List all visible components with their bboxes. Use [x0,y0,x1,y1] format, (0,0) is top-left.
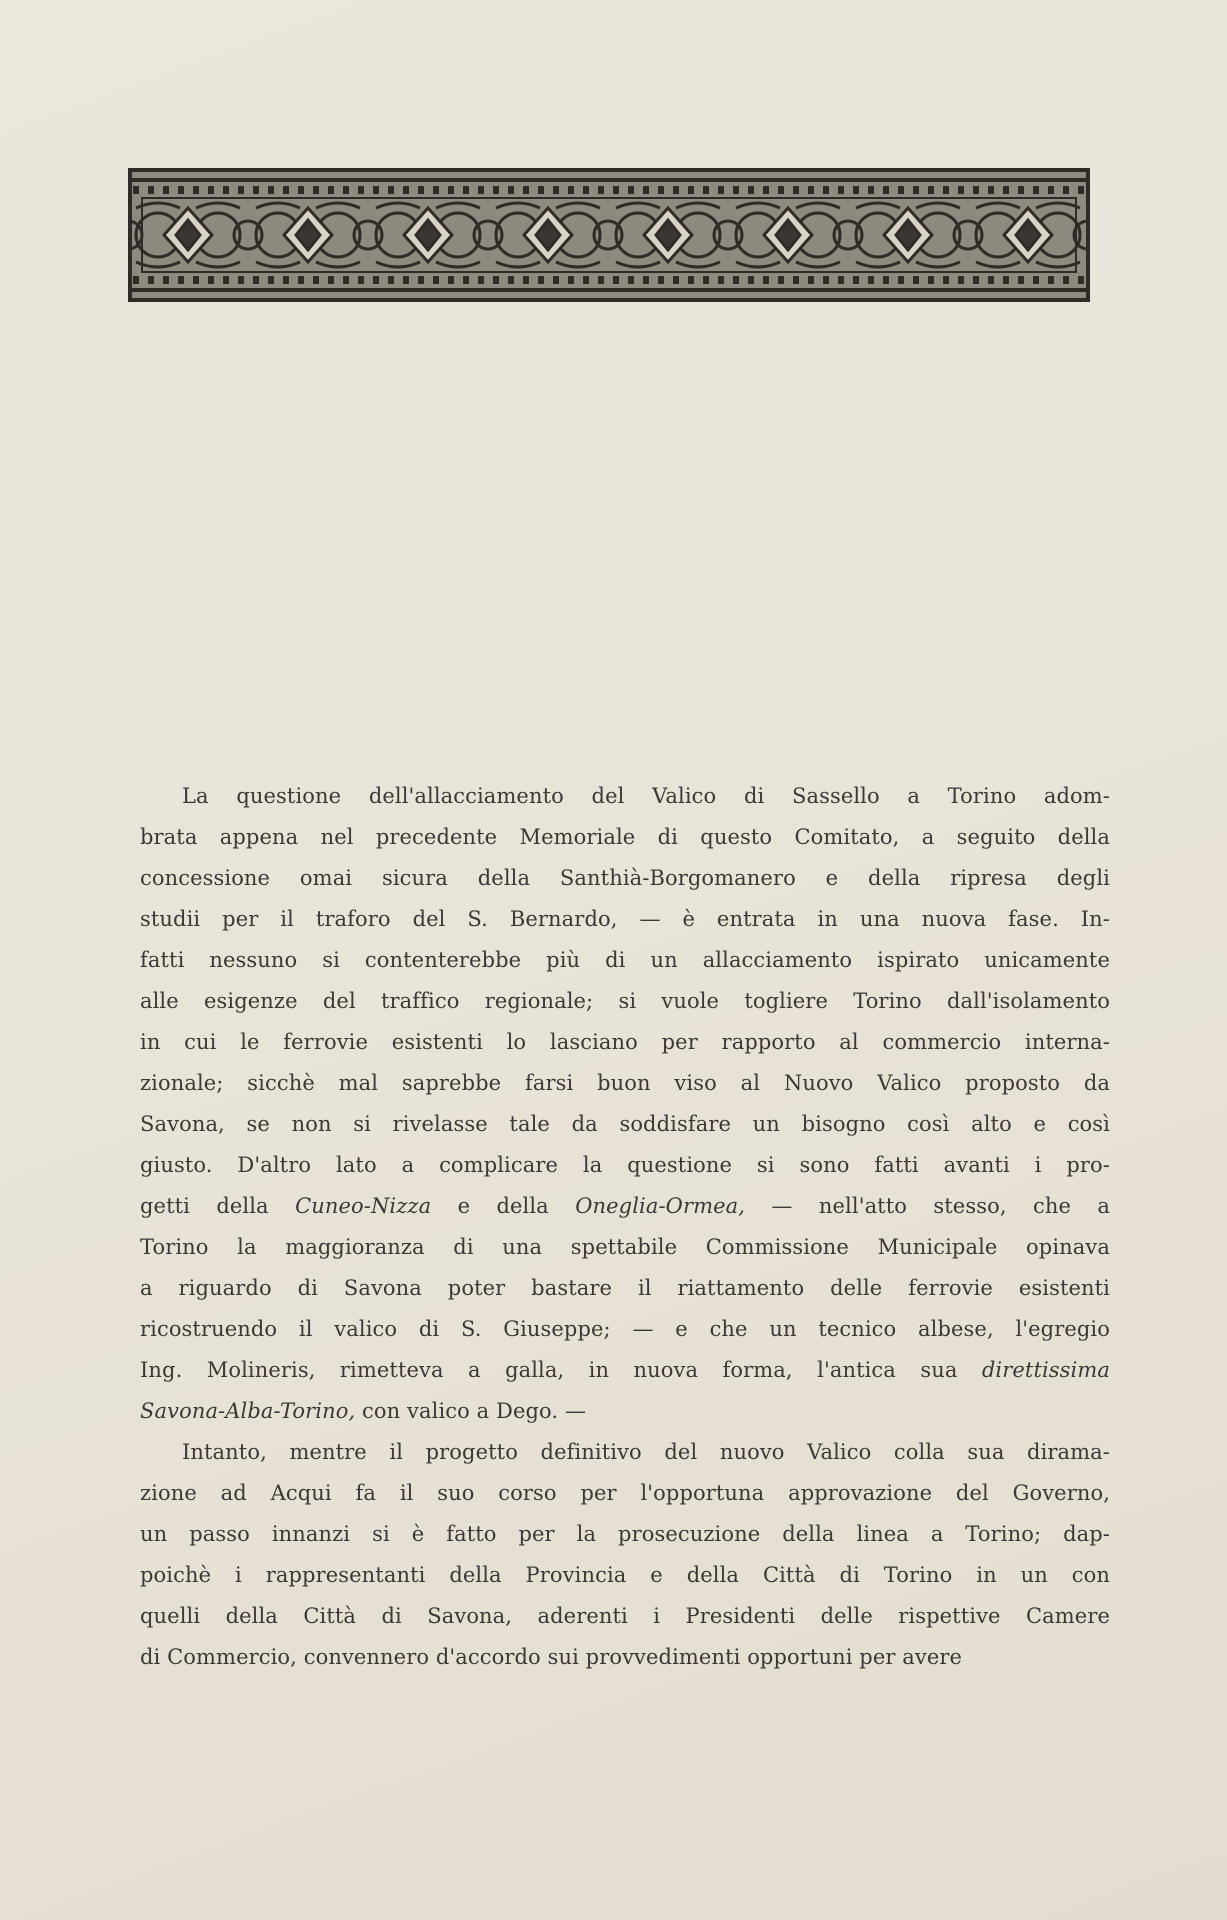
text-segment: a riguardo di Savona poter bastare il riattamento delle ferrovie esistenti [140,1276,1110,1300]
text-segment: fatti nessuno si contenterebbe più di un allacciamento ispirato unicamente [140,948,1110,972]
text-line [140,1186,1110,1227]
text-line [140,1514,1110,1555]
text-line [140,940,1110,981]
text-line [140,858,1110,899]
text-line [140,899,1110,940]
italic-text-segment: direttissima [981,1358,1110,1382]
text-segment: — nell'atto stesso, che a [745,1194,1110,1218]
text-segment: quelli della Città di Savona, aderenti i Presidenti delle rispettive Camere [140,1604,1110,1628]
text-line [140,1145,1110,1186]
text-segment: Intanto, mentre il progetto definitivo del nuovo Valico colla sua dirama- [182,1440,1110,1464]
text-segment: alle esigenze del traffico regionale; si vuole togliere Torino dall'isolamento [140,989,1110,1013]
text-line [140,1104,1110,1145]
text-segment: La questione dell'allacciamento del Valico di Sassello a Torino adom- [182,784,1110,808]
text-line [140,1473,1110,1514]
text-segment: Ing. Molineris, rimetteva a galla, in nuova forma, l'antica sua [140,1358,982,1382]
text-line [140,776,1110,817]
italic-text-segment: Oneglia-Ormea, [575,1194,746,1218]
text-segment: in cui le ferrovie esistenti lo lasciano per rapporto al commercio interna- [140,1030,1110,1054]
text-line [140,1063,1110,1104]
text-line [140,817,1110,858]
decorative-headpiece-ornament [128,168,1090,302]
text-segment: con valico a Dego. — [355,1399,587,1423]
text-line [140,1391,1110,1432]
text-line [140,981,1110,1022]
text-line [140,1432,1110,1473]
text-line [140,1350,1110,1391]
text-segment: zionale; sicchè mal saprebbe farsi buon viso al Nuovo Valico proposto da [140,1071,1110,1095]
text-line [140,1309,1110,1350]
text-segment: brata appena nel precedente Memoriale di questo Comitato, a seguito della [140,825,1110,849]
text-line [140,1268,1110,1309]
text-segment: giusto. D'altro lato a complicare la questione si sono fatti avanti i pro- [140,1153,1110,1177]
text-line [140,1227,1110,1268]
text-segment: e della [431,1194,576,1218]
text-segment: zione ad Acqui fa il suo corso per l'opportuna approvazione del Governo, [140,1481,1110,1505]
italic-text-segment: Cuneo-Nizza [295,1194,432,1218]
italic-text-segment: Savona-Alba-Torino, [140,1399,356,1423]
body-text [140,776,1110,1678]
text-segment: Savona, se non si rivelasse tale da soddisfare un bisogno così alto e così [140,1112,1110,1136]
text-segment: studii per il traforo del S. Bernardo, — è entrata in una nuova fase. In- [140,907,1110,931]
text-segment: poichè i rappresentanti della Provincia e della Città di Torino in un con [140,1563,1110,1587]
text-segment: un passo innanzi si è fatto per la prosecuzione della linea a Torino; dap- [140,1522,1110,1546]
text-segment: Torino la maggioranza di una spettabile Commissione Municipale opinava [140,1235,1110,1259]
text-line [140,1555,1110,1596]
text-segment: concessione omai sicura della Santhià-Borgomanero e della ripresa degli [140,866,1110,890]
text-segment: ricostruendo il valico di S. Giuseppe; — e che un tecnico albese, l'egregio [140,1317,1110,1341]
text-segment: getti della [140,1194,296,1218]
text-line [140,1637,1110,1678]
text-segment: di Commercio, convennero d'accordo sui provvedimenti opportuni per avere [140,1645,963,1669]
text-line [140,1022,1110,1063]
text-line [140,1596,1110,1637]
